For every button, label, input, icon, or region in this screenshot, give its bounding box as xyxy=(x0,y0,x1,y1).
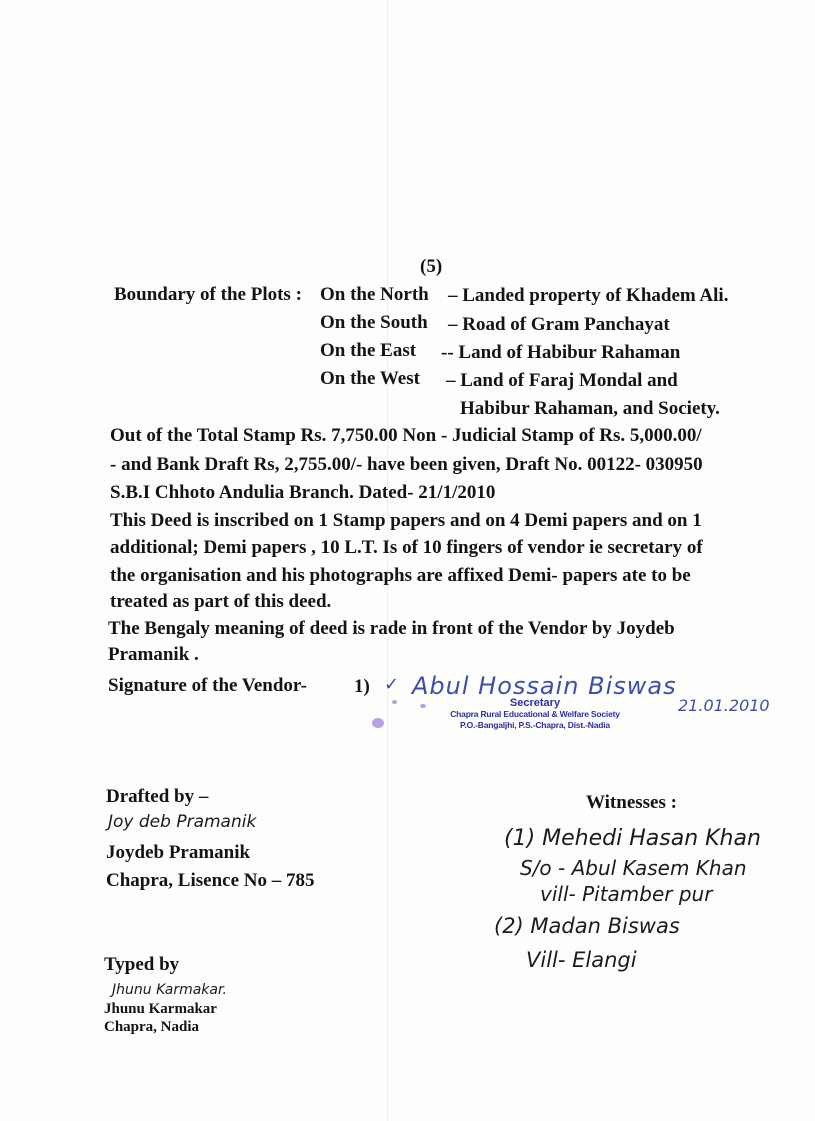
witness-line: (2) Madan Biswas xyxy=(494,914,680,938)
paragraph-line: - and Bank Draft Rs, 2,755.00/- have been given, Draft No. 00122- 030950 xyxy=(110,454,703,475)
page-number: (5) xyxy=(420,256,443,277)
seal-title: Secretary xyxy=(509,697,561,709)
boundary-label: Boundary of the Plots : xyxy=(114,284,302,305)
drafter-licence: Chapra, Lisence No – 785 xyxy=(106,870,315,891)
drafter-name: Joydeb Pramanik xyxy=(106,842,251,863)
paragraph-line: Out of the Total Stamp Rs. 7,750.00 Non - Judicial Stamp of Rs. 5,000.00/ xyxy=(110,425,702,446)
ink-smudge xyxy=(372,718,384,728)
east-detail: -- Land of Habibur Rahaman xyxy=(441,342,681,363)
west-detail: – Land of Faraj Mondal and xyxy=(446,370,678,391)
drafted-label: Drafted by – xyxy=(106,786,209,807)
witnesses-label: Witnesses : xyxy=(586,792,677,813)
south-detail: – Road of Gram Panchayat xyxy=(448,314,670,335)
ink-smudge xyxy=(392,700,397,704)
typist-place: Chapra, Nadia xyxy=(104,1019,200,1035)
north-detail: – Landed property of Khadem Ali. xyxy=(448,285,729,306)
paragraph-line: treated as part of this deed. xyxy=(110,591,332,612)
witness-line: Vill- Elangi xyxy=(526,948,637,972)
east-direction: On the East xyxy=(320,340,417,361)
vendor-signature-label: Signature of the Vendor- xyxy=(108,675,307,696)
seal-org: Chapra Rural Educational & Welfare Society xyxy=(450,709,620,719)
ink-smudge xyxy=(420,704,426,708)
typist-name: Jhunu Karmakar xyxy=(104,1001,217,1017)
south-direction: On the South xyxy=(320,312,428,333)
paragraph-line: Pramanik . xyxy=(108,644,199,665)
north-direction: On the North xyxy=(320,284,429,305)
witness-line: S/o - Abul Kasem Khan xyxy=(520,856,747,880)
vendor-signature: Abul Hossain Biswas xyxy=(412,672,677,700)
paper-fold-line xyxy=(387,0,388,1121)
west-direction: On the West xyxy=(320,368,420,389)
secretary-seal xyxy=(440,697,630,731)
typist-signature: Jhunu Karmakar. xyxy=(112,982,227,998)
west-detail-continued: Habibur Rahaman, and Society. xyxy=(460,398,720,419)
typed-label: Typed by xyxy=(104,954,180,975)
drafter-signature: Joy deb Pramanik xyxy=(108,812,257,832)
paragraph-line: This Deed is inscribed on 1 Stamp papers and on 4 Demi papers and on 1 xyxy=(110,510,702,531)
witness-line: vill- Pitamber pur xyxy=(540,882,713,906)
paragraph-line: S.B.I Chhoto Andulia Branch. Dated- 21/1/2010 xyxy=(110,482,496,503)
vendor-signature-date: 21.01.2010 xyxy=(678,696,770,715)
vendor-number: 1) xyxy=(354,676,370,697)
tick-mark: ✓ xyxy=(384,674,400,695)
paragraph-line: The Bengaly meaning of deed is rade in front of the Vendor by Joydeb xyxy=(108,618,675,639)
seal-address: P.O.-Bangaljhi, P.S.-Chapra, Dist.-Nadia xyxy=(460,720,610,730)
witness-line: (1) Mehedi Hasan Khan xyxy=(504,826,761,851)
paragraph-line: the organisation and his photographs are affixed Demi- papers ate to be xyxy=(110,565,691,586)
paragraph-line: additional; Demi papers , 10 L.T. Is of 10 fingers of vendor ie secretary of xyxy=(110,537,703,558)
